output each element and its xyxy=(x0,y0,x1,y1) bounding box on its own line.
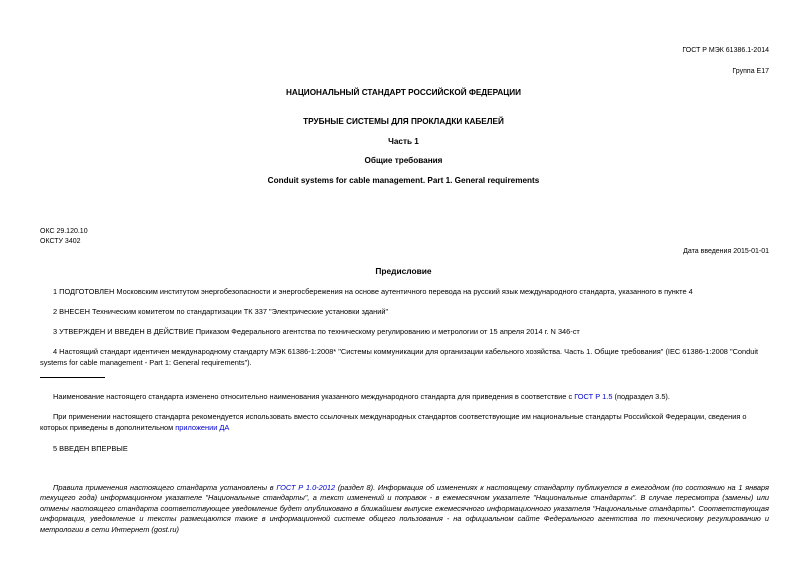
oks-code: ОКС 29.120.10 xyxy=(40,228,88,235)
subtitle: Общие требования xyxy=(364,156,443,165)
english-title: Conduit systems for cable management. Part 1. General requirements xyxy=(267,176,540,185)
part-label: Часть 1 xyxy=(388,137,419,146)
note-national-standards-text: При применении настоящего стандарта рекомендуется использовать вместо ссылочных международных стандартов соответствующие им национальные стандарты Российской Федерации, сведения о которых приведены в дополнительном xyxy=(40,412,747,432)
preface-item-3 xyxy=(40,326,769,337)
appendix-da-link[interactable]: приложении ДА xyxy=(175,423,230,432)
preface-item-4: 4 Настоящий стандарт идентичен международному стандарту МЭК 61386-1:2008* "Системы коммуникации для организации кабельного хозяйства. Часть 1. Общие требования" (IEC 61386-1:2008 "Conduit systems for cable management - Part 1: General requirements"). xyxy=(40,347,759,367)
application-rules-tail: (раздел 8). Информация об изменениях к настоящему стандарту публикуется в ежегодном (по состоянию на 1 января текущего года) информационном указателе "Национальные стандарты", а текст изменений и поправок - в ежемесячном указателе "Национальные стандарты". В случае пересмотра (замены) или отмены настоящего стандарта соответствующее уведомление будет опубликовано в ближайшем выпуске ежемесячного информационного указателя "Национальные стандарты". Соответствующая информация, уведомление и тексты размещаются также в информационной системе общего пользования - на официальном сайте Федерального агентства по техническому регулированию и метрологии в сети Интернет (gost.ru) xyxy=(40,483,770,534)
preface-item-1-label: 1 ПОДГОТОВЛЕН xyxy=(53,287,115,296)
okstu-code: ОКСТУ 3402 xyxy=(40,238,81,245)
preface-item-1 xyxy=(40,286,769,297)
group-label: Группа Е17 xyxy=(732,68,769,75)
application-rules-note xyxy=(40,483,769,535)
introduction-date: Дата введения 2015-01-01 xyxy=(683,248,769,255)
preface-item-1-text: Московским институтом энергобезопасности и энергосбережения на основе аутентичного перевода на русский язык международного стандарта, указанного в пункте 4 xyxy=(114,287,693,296)
preface-item-3-text: Приказом Федерального агентства по техническому регулированию и метрологии от 15 апреля 2014 г. N 346-ст xyxy=(193,327,580,336)
gost-r-1-0-2012-link[interactable]: ГОСТ Р 1.0-2012 xyxy=(276,483,336,492)
preface-title: Предисловие xyxy=(375,266,432,276)
note-name-change-text: Наименование настоящего стандарта изменено относительно наименования указанного международного стандарта для приведения в соответствие с xyxy=(53,392,575,401)
preface-item-2-label: 2 ВНЕСЕН xyxy=(53,307,90,316)
national-standard-title: НАЦИОНАЛЬНЫЙ СТАНДАРТ РОССИЙСКОЙ ФЕДЕРАЦИИ xyxy=(286,88,521,97)
footnote-divider xyxy=(40,377,105,378)
preface-item-3-label: 3 УТВЕРЖДЕН И ВВЕДЕН В ДЕЙСТВИЕ xyxy=(53,327,194,336)
note-national-standards xyxy=(40,411,769,433)
application-rules-text: Правила применения настоящего стандарта установлены в xyxy=(53,483,277,492)
gost-r-1-5-link[interactable]: ГОСТ Р 1.5 xyxy=(574,392,613,401)
document-main-title: ТРУБНЫЕ СИСТЕМЫ ДЛЯ ПРОКЛАДКИ КАБЕЛЕЙ xyxy=(303,117,504,126)
preface-item-2 xyxy=(40,306,769,317)
preface-item-5: 5 ВВЕДЕН ВПЕРВЫЕ xyxy=(53,444,128,453)
standard-code: ГОСТ Р МЭК 61386.1-2014 xyxy=(682,47,769,54)
note-name-change-tail: (подраздел 3.5). xyxy=(612,392,670,401)
preface-item-2-text: Техническим комитетом по стандартизации ТК 337 "Электрические установки зданий" xyxy=(89,307,389,316)
note-name-change xyxy=(40,391,769,402)
